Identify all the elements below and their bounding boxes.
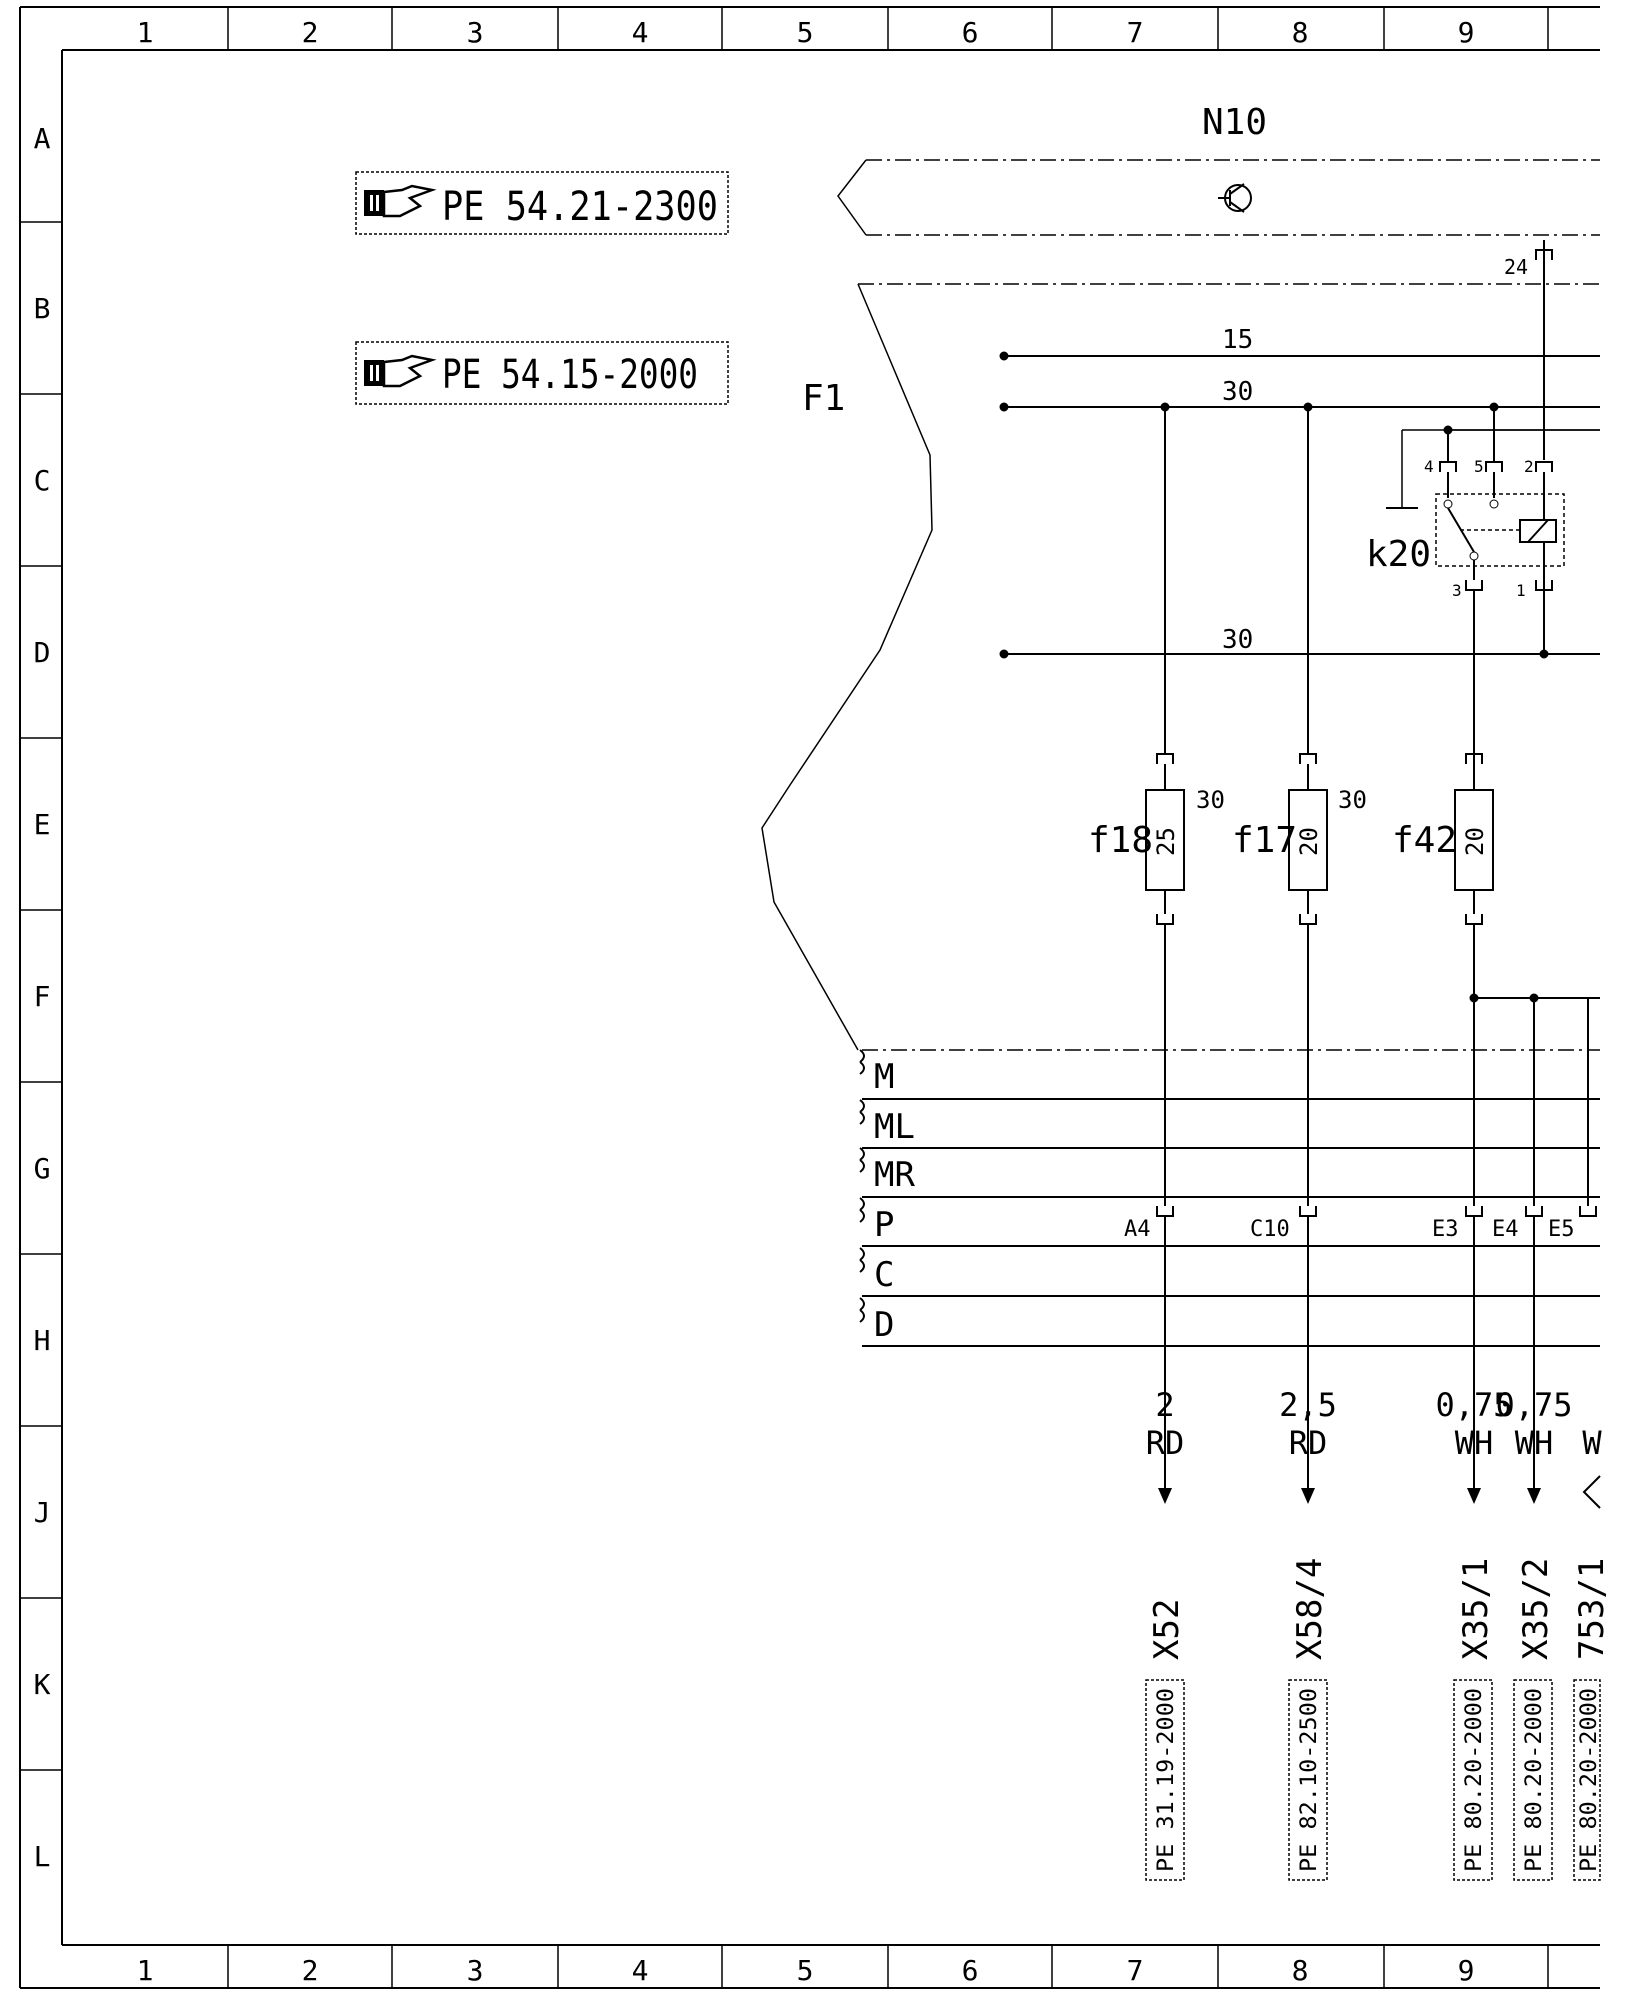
wire-arrows (1158, 1488, 1541, 1504)
ground-line-label: P (874, 1205, 895, 1245)
column-label: 9 (1457, 16, 1475, 49)
fuse-rating: 20 (1295, 827, 1323, 856)
row-labels (34, 122, 51, 1873)
busbars (1000, 352, 1600, 658)
wire-color: RD (1288, 1424, 1328, 1462)
fuse-name: f18 (1088, 820, 1154, 861)
column-label: 2 (301, 16, 319, 49)
wire-reference[interactable]: PE 31.19-2000 (1154, 1699, 1179, 1872)
row-label: J (33, 1496, 51, 1529)
wire-target: X35/2 (1516, 1557, 1556, 1660)
row-label: E (33, 808, 51, 841)
module-label: N10 (1202, 102, 1268, 143)
column-label: 4 (631, 16, 649, 49)
fusebox-label: F1 (802, 378, 846, 419)
fuse-terminal: 30 (1338, 786, 1367, 814)
column-label: 2 (301, 1954, 319, 1987)
connector-pin-labels (1124, 1217, 1575, 1242)
busbar-label-15: 15 (1222, 325, 1254, 355)
column-label: 9 (1457, 1954, 1475, 1987)
row-label: L (33, 1840, 51, 1873)
connector-pin-label: E4 (1492, 1217, 1519, 1242)
fuse-terminal: 30 (1196, 786, 1225, 814)
fuse-f42 (1455, 754, 1600, 1206)
connector-pin-label: C10 (1250, 1217, 1290, 1242)
wire-labels (1146, 1386, 1603, 1462)
pointing-hand-icon (364, 356, 432, 386)
relay-pin-label: 1 (1516, 581, 1526, 600)
column-label: 7 (1126, 16, 1144, 49)
busbar-labels (1222, 325, 1253, 655)
busbar-label-30: 30 (1222, 625, 1254, 655)
fuse-f18 (1146, 403, 1184, 1206)
reference-text: PE 54.15-2000 (442, 352, 698, 398)
relay-pin-label: 5 (1474, 457, 1484, 476)
row-label: F (33, 980, 51, 1013)
reference-box-top[interactable] (356, 172, 728, 234)
fuse-name: f42 (1392, 820, 1458, 861)
ground-lines (862, 1050, 1600, 1346)
module-symbol-icon (1218, 184, 1251, 212)
column-label: 5 (796, 1954, 814, 1987)
ground-line-label: D (874, 1305, 895, 1345)
reference-text: PE 54.21-2300 (442, 184, 718, 230)
column-label: 8 (1291, 16, 1309, 49)
column-labels-bottom (137, 1954, 1475, 1987)
wire-color: RD (1145, 1424, 1185, 1462)
wire-reference[interactable]: PE 82.10-2500 (1297, 1699, 1322, 1872)
n10-pin-label: 24 (1504, 255, 1529, 279)
row-label: B (33, 292, 51, 325)
relay-k20 (1386, 240, 1600, 778)
row-label: H (33, 1324, 51, 1357)
column-label: 6 (961, 16, 979, 49)
wire-reference[interactable]: PE 80.20-2000 (1462, 1699, 1487, 1872)
wire-size: 0,75 (1495, 1386, 1573, 1424)
wire-reference[interactable]: PE 80.20-2000 (1577, 1699, 1602, 1872)
ground-line-label: M (874, 1057, 895, 1097)
relay-pin-label: 2 (1524, 457, 1534, 476)
wire-reference[interactable]: PE 80.20-2000 (1522, 1699, 1547, 1872)
row-label: A (33, 122, 51, 155)
ground-line-tilde-icons (860, 1050, 864, 1322)
column-label: 3 (466, 16, 484, 49)
column-label: 4 (631, 1954, 649, 1987)
wire-destination-icon (1584, 1476, 1600, 1508)
wire-size: 2 (1155, 1386, 1175, 1424)
row-label: D (33, 636, 51, 669)
reference-box-second[interactable] (356, 342, 728, 404)
column-label: 1 (136, 16, 154, 49)
wire-size: 2,5 (1279, 1386, 1337, 1424)
column-label: 6 (961, 1954, 979, 1987)
ground-line-label: C (874, 1255, 895, 1295)
wire-color: WH (1514, 1424, 1554, 1462)
pointing-hand-icon (364, 186, 432, 216)
fuse-name: f17 (1232, 820, 1298, 861)
column-label: 5 (796, 16, 814, 49)
wire-color: W (1582, 1424, 1602, 1462)
fuse-rating: 25 (1152, 827, 1180, 856)
connector-pin-label: A4 (1124, 1217, 1151, 1242)
column-labels-top (137, 16, 1475, 49)
wire-targets (1147, 1558, 1612, 1660)
wire-size: 0,75 (1435, 1386, 1513, 1424)
relay-name: k20 (1366, 534, 1432, 575)
wire-target: 753/1 (1572, 1557, 1612, 1660)
row-label: K (33, 1668, 51, 1701)
busbar-label-30: 30 (1222, 377, 1254, 407)
fuse-rating: 20 (1461, 827, 1489, 856)
sheet-frame (20, 7, 1600, 1988)
ground-line-label: ML (874, 1107, 915, 1147)
column-label: 3 (466, 1954, 484, 1987)
relay-pin-label: 3 (1452, 581, 1462, 600)
row-label: C (33, 464, 51, 497)
ground-line-labels (874, 1057, 915, 1345)
column-label: 8 (1291, 1954, 1309, 1987)
column-label: 1 (136, 1954, 154, 1987)
wire-color: WH (1454, 1424, 1494, 1462)
connector-pin-label: E5 (1548, 1217, 1575, 1242)
wire-target: X35/1 (1456, 1557, 1496, 1660)
relay-pin-label: 4 (1424, 457, 1434, 476)
wire-target: X52 (1147, 1598, 1187, 1660)
ground-line-label: MR (874, 1155, 915, 1195)
wire-reference-labels[interactable] (1154, 1688, 1602, 1872)
connector-pin-label: E3 (1432, 1217, 1459, 1242)
column-label: 7 (1126, 1954, 1144, 1987)
wire-target: X58/4 (1290, 1557, 1330, 1660)
row-label: G (33, 1152, 51, 1185)
fuse-f17 (1289, 403, 1327, 1206)
n10-module (838, 102, 1600, 235)
